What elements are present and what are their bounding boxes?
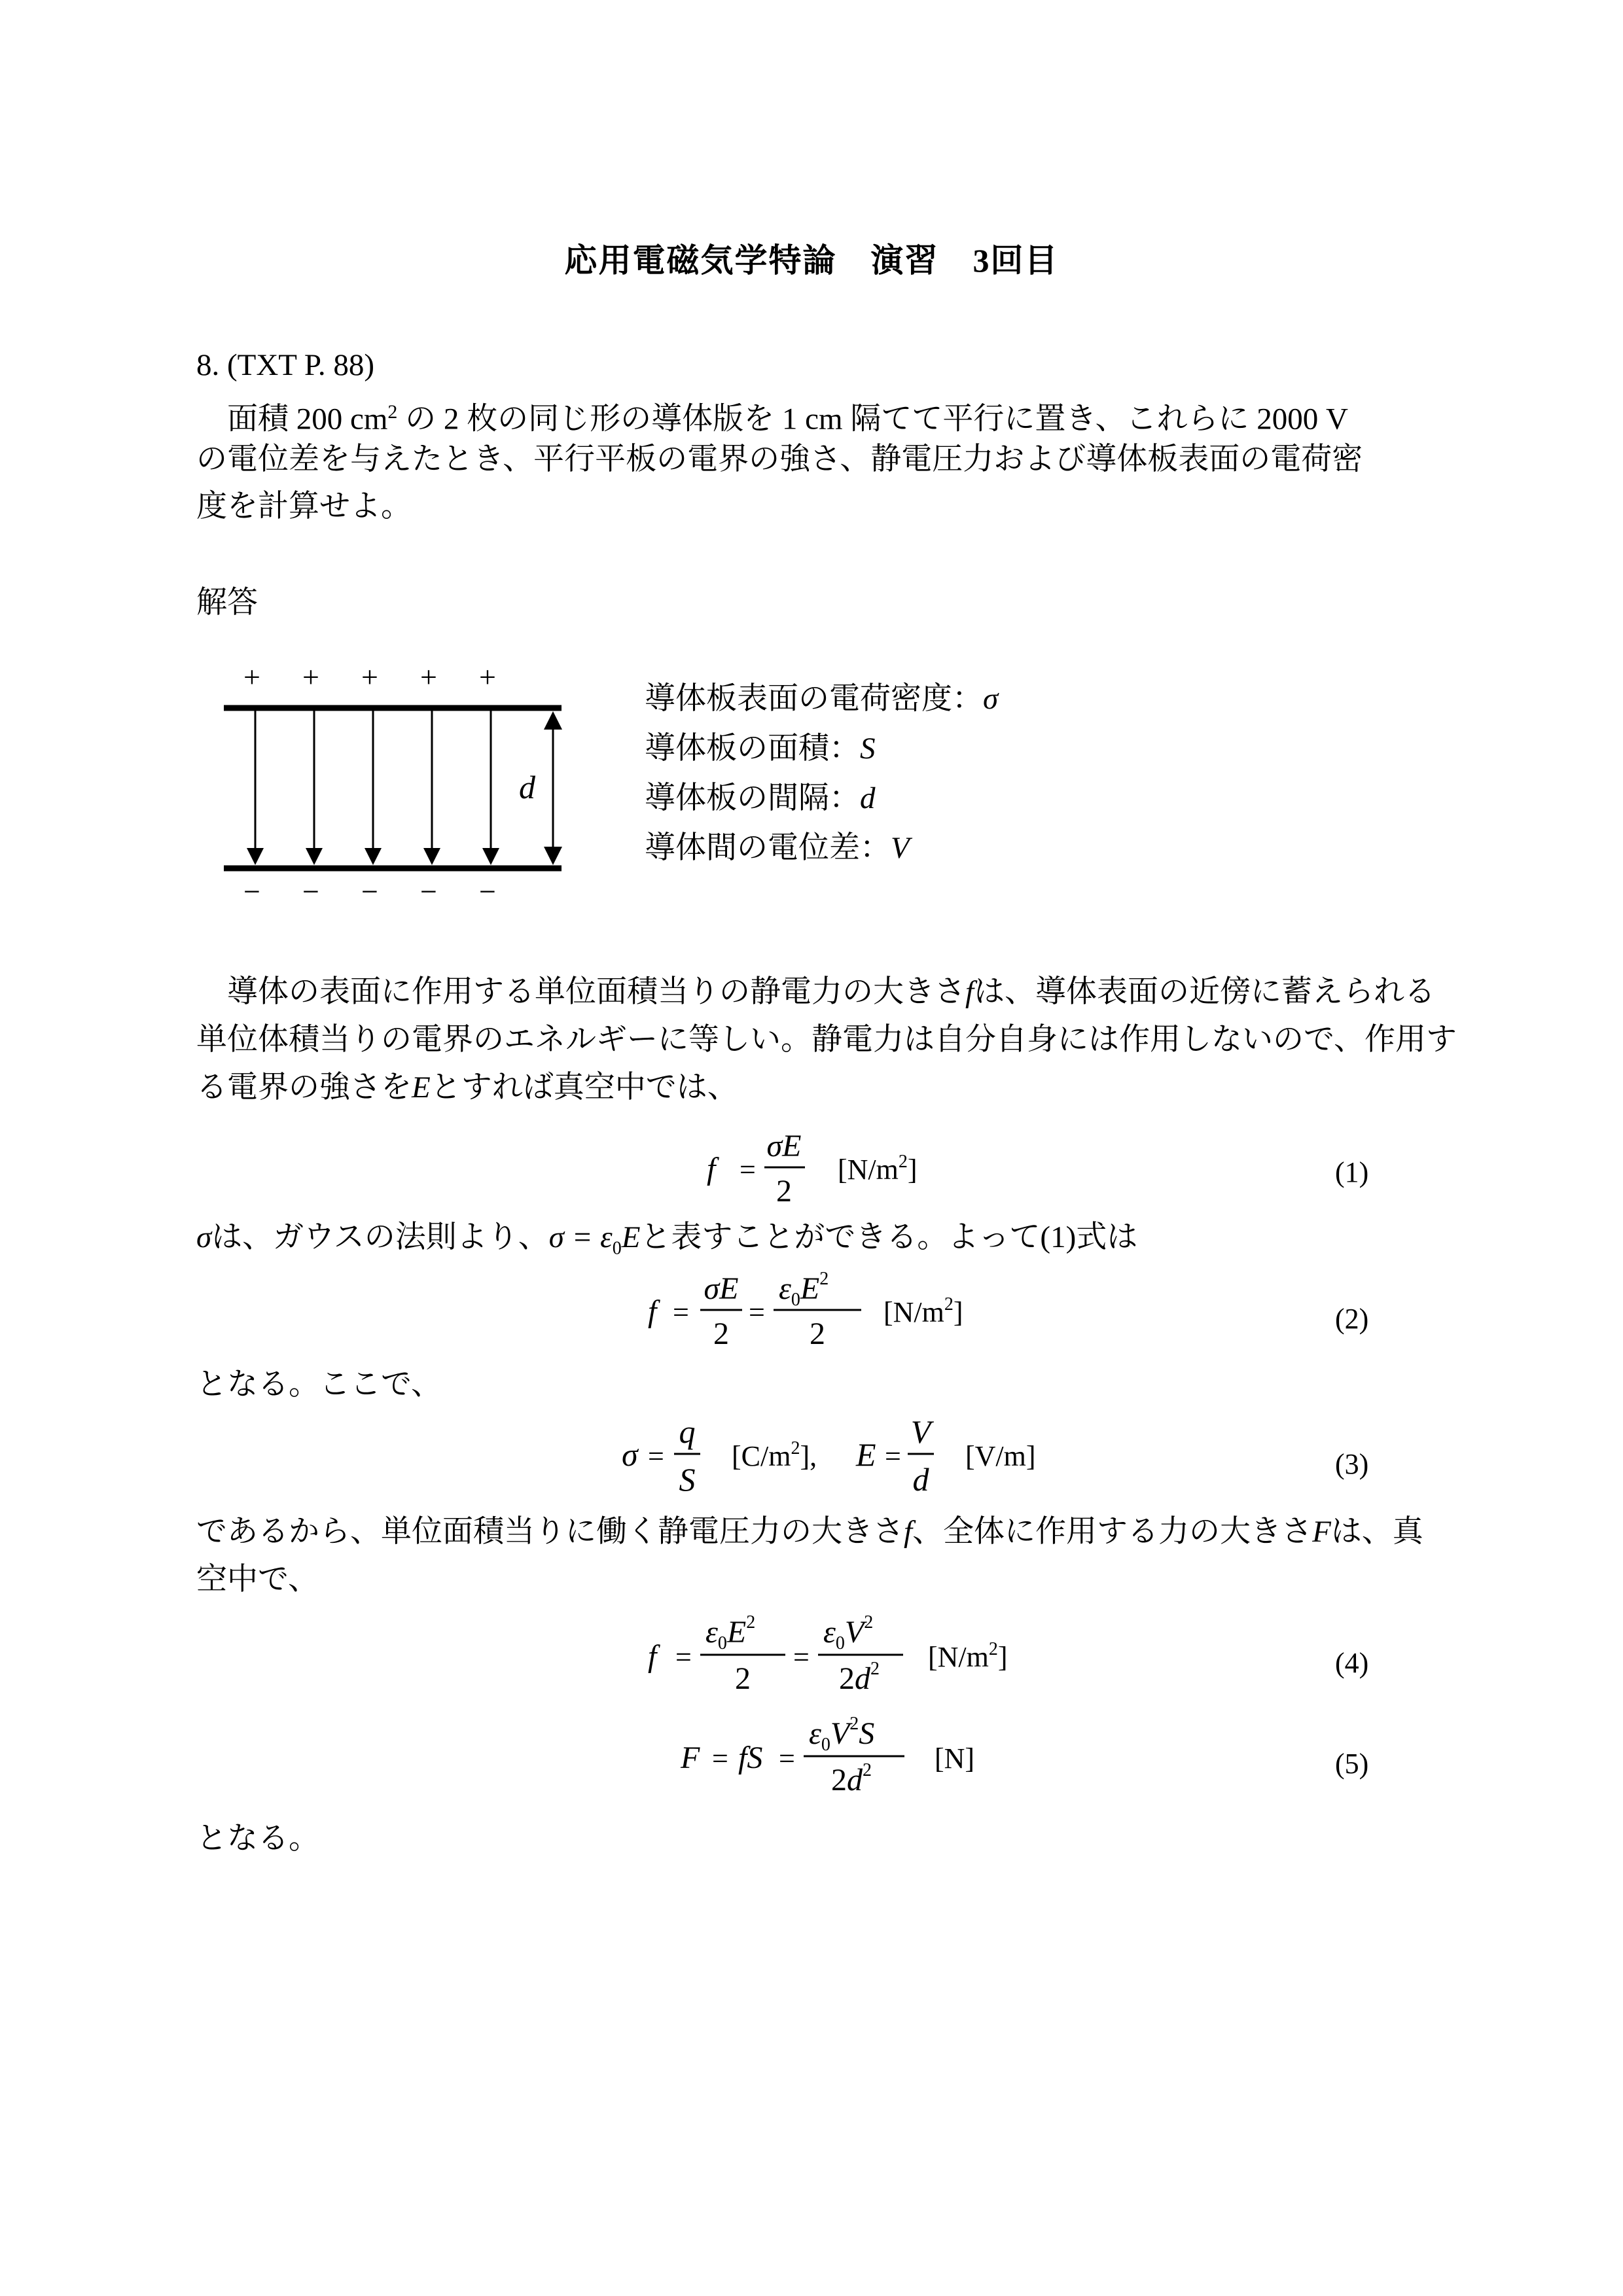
svg-text:2d2 (831, 1760, 872, 1797)
plus-sign: + (479, 660, 496, 694)
equation-4 (628, 1606, 1073, 1704)
eq4-denominator-1: 2 (735, 1661, 751, 1696)
eq3-unit-1: [C/m (732, 1440, 791, 1472)
symbol-sigma: σ (196, 1220, 212, 1254)
eq4-epsilon-2-sub: 0 (835, 1633, 845, 1653)
answer-label: 解答 (196, 586, 258, 620)
svg-text:=: = (749, 1296, 765, 1328)
problem-text-a: 面積 200 cm (227, 402, 388, 436)
svg-text:ε0V2 (823, 1612, 873, 1653)
field-arrow (365, 711, 382, 865)
eq5-epsilon: ε (809, 1716, 821, 1751)
eq5-lhs: F (681, 1740, 700, 1775)
eq2-E: E (800, 1271, 820, 1306)
eq3-lhs-E: E (856, 1436, 876, 1473)
problem-text-sup: 2 (387, 401, 398, 423)
eq5-S: S (859, 1716, 875, 1751)
eq3-lhs-sigma: σ (622, 1436, 638, 1473)
eq2-number: (2) (1335, 1303, 1369, 1335)
eq2-unit-sup: 2 (944, 1294, 954, 1315)
epsilon-subscript: 0 (612, 1238, 622, 1259)
legend-label-1: 導体板表面の電荷密度： (645, 682, 983, 716)
eq2-epsilon-sub: 0 (791, 1290, 800, 1310)
svg-text:[N/m2] (838, 1152, 918, 1186)
field-arrow (306, 711, 323, 865)
gauss-equation: σ = ε (548, 1220, 613, 1254)
eq4-number: (4) (1335, 1647, 1369, 1679)
eq3-unit-1-sup: 2 (791, 1438, 800, 1458)
svg-text:ε0E2 (705, 1612, 755, 1653)
symbol-E: E (621, 1220, 641, 1254)
svg-text:=: = (673, 1296, 689, 1328)
eq1-lhs: f (707, 1152, 716, 1186)
eq5-den-2: 2 (831, 1763, 847, 1797)
body-text: は、導体表面の近傍に蓄えられる (974, 975, 1436, 1009)
eq4-unit: [N/m (928, 1641, 989, 1673)
symbol-F: F (1312, 1515, 1331, 1549)
body-p1-line-3 (196, 1064, 738, 1111)
body-p1-line-1 (227, 968, 1435, 1016)
eq1-denominator: 2 (776, 1174, 792, 1209)
eq2-unit: [N/m (883, 1296, 944, 1328)
svg-text:=: = (712, 1742, 728, 1775)
svg-text:[C/m2], (732, 1438, 817, 1472)
eq1-unit-end: ] (907, 1154, 918, 1186)
eq3-unit-2: [V/m] (965, 1440, 1036, 1472)
eq5-V: V (830, 1716, 850, 1751)
eq4-unit-end: ] (997, 1641, 1008, 1673)
eq2-unit-end: ] (953, 1296, 963, 1328)
field-arrow (247, 711, 264, 865)
eq5-den-sup: 2 (863, 1760, 872, 1780)
body-p4-line-1 (196, 1508, 1423, 1555)
body-p1-line-2: 単位体積当りの電界のエネルギーに等しい。静電力は自分自身には作用しないので、作用す (196, 1023, 1457, 1057)
body-text: は、ガウスの法則より、 (211, 1220, 549, 1254)
field-arrow (423, 711, 440, 865)
legend-symbol-3: d (860, 781, 876, 815)
eq2-epsilon: ε (779, 1271, 791, 1306)
body-text: であるから、単位面積当りに働く静電圧力の大きさ (196, 1515, 904, 1549)
eq2-E-sup: 2 (819, 1269, 829, 1289)
minus-sign: − (361, 875, 378, 908)
eq2-denominator-1: 2 (713, 1316, 729, 1351)
eq3-denominator-S: S (679, 1461, 696, 1498)
gap-dimension-arrow (544, 711, 562, 865)
minus-sign: − (302, 875, 319, 908)
symbol-f: f (965, 975, 974, 1009)
problem-line-3: 度を計算せよ。 (196, 489, 412, 523)
eq4-lhs: f (648, 1639, 657, 1674)
eq1-unit-sup: 2 (898, 1152, 908, 1172)
legend-symbol-1: σ (983, 682, 999, 716)
eq5-fS: fS (738, 1740, 763, 1775)
legend-gap (645, 775, 876, 822)
eq4-epsilon-1: ε (705, 1615, 718, 1650)
eq3-number: (3) (1335, 1448, 1369, 1480)
eq4-E-sup: 2 (746, 1612, 756, 1633)
symbol-E: E (412, 1070, 431, 1104)
eq2-denominator-2: 2 (810, 1316, 825, 1351)
body-text: と表すことができる。よって(1)式は (640, 1220, 1138, 1254)
legend-voltage (645, 824, 910, 872)
eq5-V-sup: 2 (849, 1714, 859, 1734)
body-p5-line: となる。 (196, 1822, 319, 1856)
svg-text:[N/m2] (928, 1639, 1008, 1673)
body-text: 、全体に作用する力の大きさ (912, 1515, 1313, 1549)
legend-symbol-2: S (860, 732, 876, 766)
symbol-f: f (904, 1515, 913, 1549)
svg-text:2d2 (839, 1659, 880, 1696)
legend-label-3: 導体板の間隔： (645, 781, 860, 815)
eq3-denominator-d: d (912, 1461, 929, 1498)
minus-sign: − (479, 875, 496, 908)
problem-text-b: の 2 枚の同じ形の導体版を 1 cm 隔てて平行に置き、これらに 2000 V (397, 402, 1348, 436)
eq2-numerator-1: σE (704, 1271, 739, 1306)
eq3-numerator-q: q (679, 1413, 696, 1450)
equation-3 (602, 1407, 1073, 1505)
field-arrow (482, 711, 499, 865)
eq4-V: V (844, 1615, 865, 1650)
eq1-number: (1) (1335, 1156, 1369, 1188)
eq3-numerator-V: V (910, 1413, 931, 1450)
body-text: る電界の強さを (196, 1070, 412, 1104)
svg-text:[N/m2] (883, 1294, 963, 1328)
eq4-epsilon-2: ε (823, 1615, 836, 1650)
svg-text:=: = (648, 1440, 664, 1472)
eq4-den-2: 2 (839, 1661, 855, 1696)
body-text: とすれば真空中では、 (430, 1070, 738, 1104)
eq5-den-d: d (847, 1763, 863, 1797)
plus-sign: + (420, 660, 437, 694)
eq4-unit-sup: 2 (988, 1639, 998, 1659)
page-title: 応用電磁気学特論 演習 3回目 (564, 242, 1059, 279)
eq5-number: (5) (1335, 1748, 1369, 1780)
legend-label-2: 導体板の面積： (645, 732, 860, 766)
eq1-numerator: σE (766, 1129, 802, 1163)
eq4-epsilon-1-sub: 0 (717, 1633, 727, 1653)
legend-symbol-4: V (891, 831, 910, 865)
eq4-V-sup: 2 (864, 1612, 874, 1633)
plus-sign: + (243, 660, 260, 694)
legend-area (645, 725, 876, 772)
svg-text:ε0E2 (779, 1269, 829, 1310)
problem-line-1 (227, 389, 1348, 443)
minus-sign: − (420, 875, 437, 908)
gap-label: d (519, 769, 535, 805)
eq5-unit: [N] (935, 1742, 975, 1775)
svg-text:=: = (740, 1154, 756, 1186)
body-p4-line-2: 空中で、 (196, 1563, 319, 1597)
svg-text:=: = (793, 1641, 810, 1673)
plus-sign: + (361, 660, 378, 694)
svg-text:=: = (779, 1742, 795, 1775)
svg-text:=: = (885, 1440, 901, 1472)
problem-number: 8. (TXT P. 88) (196, 348, 374, 382)
legend-label-4: 導体間の電位差： (645, 831, 891, 865)
equation-5 (661, 1708, 1027, 1806)
body-text: は、真 (1330, 1515, 1423, 1549)
minus-sign: − (243, 875, 260, 908)
eq5-epsilon-sub: 0 (821, 1735, 830, 1755)
plus-sign: + (302, 660, 319, 694)
eq4-den-sup: 2 (870, 1659, 880, 1679)
svg-text:ε0V2S (809, 1714, 874, 1755)
eq4-den-d: d (855, 1661, 870, 1696)
svg-text:=: = (675, 1641, 692, 1673)
eq1-unit: [N/m (838, 1154, 899, 1186)
eq3-unit-1-end: ], (800, 1440, 817, 1472)
eq2-lhs: f (648, 1294, 657, 1329)
eq4-E: E (726, 1615, 747, 1650)
legend-charge-density (645, 675, 998, 722)
equation-1 (687, 1120, 962, 1212)
capacitor-diagram (196, 654, 602, 916)
problem-line-2: の電位差を与えたとき、平行平板の電界の強さ、静電圧力および導体板表面の電荷密 (196, 442, 1363, 476)
equation-2 (628, 1263, 995, 1354)
body-p3-line: となる。ここで、 (196, 1368, 442, 1402)
body-text: 導体の表面に作用する単位面積当りの静電力の大きさ (227, 975, 965, 1009)
